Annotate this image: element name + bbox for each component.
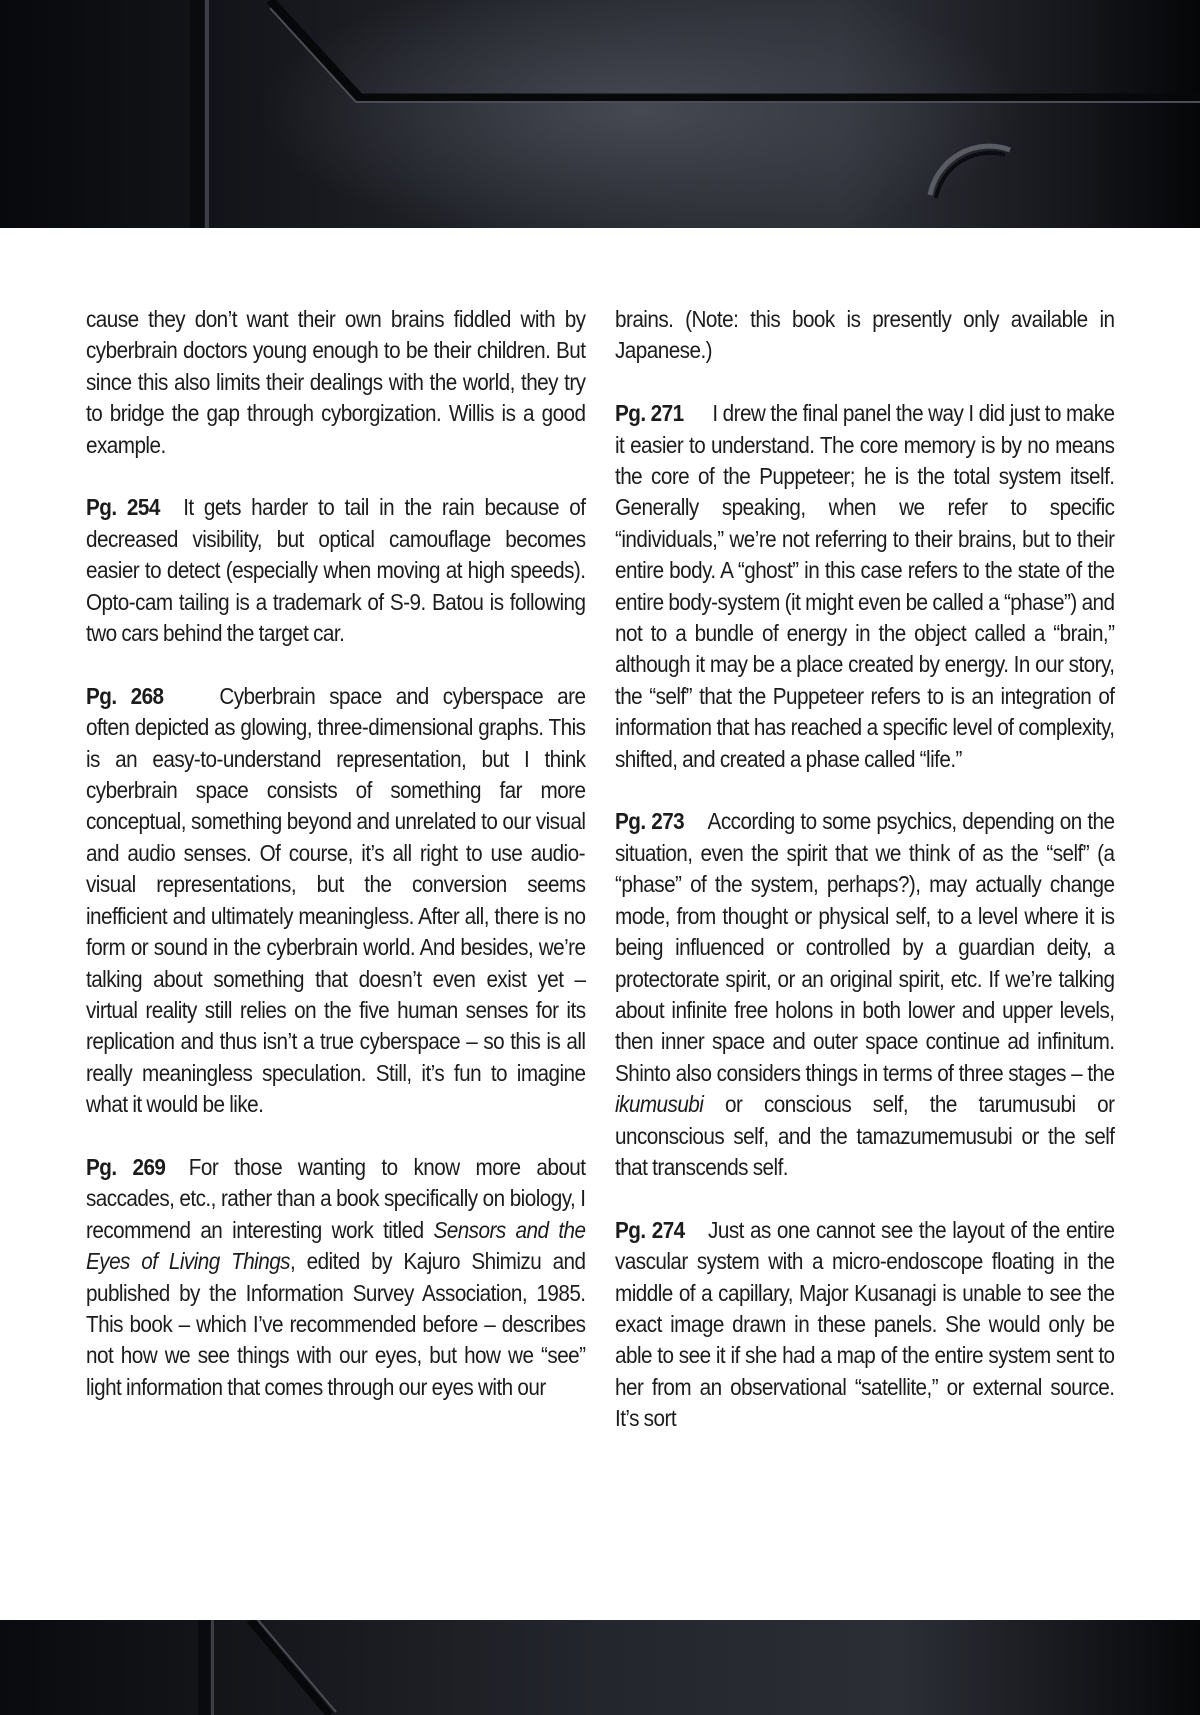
note-pg-268 <box>86 681 586 1121</box>
note-text: According to some psychics, depending on the situation, even the spirit that we think of as the “self” (a “phase” of the system, perhaps?), may actually change mode, from thought or physical self, to a level where it is being influenced or controlled by a guardian deity, a protectorate spirit, or an original spirit, etc. If we’re talking about infinite free holons in both lower and upper levels, then inner space and outer space continue ad infinitum. Shinto also considers things in terms of three stages – the <box>615 808 1115 1086</box>
note-pg-271 <box>615 398 1115 775</box>
note-text: , edited by Kajuro Shimizu and published by the Information Survey Association, 1985. This book – which I’ve recommended before – describes not how we see things with our eyes, but how we “see” light information that comes through our eyes with our <box>86 1248 586 1400</box>
note-text: It gets harder to tail in the rain because of decreased visibility, but optical camouflage becomes easier to detect (especially when moving at high speeds). Opto-cam tailing is a trademark of S-9. Batou is following two cars behind the target car. <box>86 494 586 647</box>
bottom-decorative-banner <box>0 1620 1200 1715</box>
page-reference-label: Pg. 273 <box>615 808 685 835</box>
top-decorative-banner <box>0 0 1200 228</box>
note-text: For those wanting to know more about saccades, etc., rather than a book specifically on biology, I recommend an interesting work titled <box>86 1153 586 1243</box>
page-reference-label: Pg. 268 <box>86 682 164 709</box>
note-pg-269 <box>86 1152 586 1403</box>
note-text: I drew the final panel the way I did just to make it easier to understand. The core memory is by no means the core of the Puppeteer; he is the total system itself. Generally speaking, when we refer to specific “individuals,” we’re not referring to their brains, but to their entire body. A “ghost” in this case refers to the state of the entire body-system (it might even be called a “phase”) and not to a bundle of energy in the object called a “brain,” although it may be a place created by energy. In our story, the “self” that the Puppeteer refers to is an integration of information that has reached a specific level of complexity, shifted, and created a phase called “life.” <box>615 400 1115 772</box>
note-pg-274 <box>615 1215 1115 1435</box>
metal-panel-graphic <box>0 1620 1200 1715</box>
note-pg-254 <box>86 492 586 649</box>
note-pg-273 <box>615 806 1115 1183</box>
left-text-column <box>86 304 586 1435</box>
metal-panel-graphic <box>0 0 1200 228</box>
note-text: or conscious self, the tarumusubi or unconscious self, and the tamazumemusubi or the self that transcends self. <box>615 1091 1115 1180</box>
page-reference-label: Pg. 269 <box>86 1153 166 1180</box>
page-reference-label: Pg. 274 <box>615 1216 685 1243</box>
paragraph-continuation: cause they don’t want their own brains fiddled with by cyberbrain doctors young enough to be their children. But since this also limits their dealings with the world, they try to bridge the gap through cyborgization. Willis is a good example. <box>86 306 586 458</box>
book-title: Sensors and the Eyes of Living Things <box>86 1216 586 1275</box>
right-text-column <box>615 304 1115 1466</box>
shinto-term: ikumusubi <box>615 1091 704 1118</box>
note-text: Just as one cannot see the layout of the entire vascular system with a micro-endoscope floating in the middle of a capillary, Major Kusanagi is unable to see the exact image drawn in these panels. She would only be able to see it if she had a map of the entire system sent to her from an observational “satellite,” or external source. It’s sort <box>615 1216 1115 1432</box>
page-reference-label: Pg. 271 <box>615 400 684 427</box>
page-reference-label: Pg. 254 <box>86 494 160 521</box>
paragraph-continuation: brains. (Note: this book is presently only available in Japanese.) <box>615 306 1115 364</box>
note-text: Cyberbrain space and cyberspace are often depicted as glowing, three-dimensional graphs. This is an easy-to-understand representation, but I think cyberbrain space consists of something far more conceptual, something beyond and unrelated to our visual and audio senses. Of course, it’s all right to use audiovisual representations, but the conversion seems inefficient and ultimately meaningless. After all, there is no form or sound in the cyberbrain world. And besides, we’re talking about something that doesn’t even exist yet – virtual reality still relies on the five human senses for its replication and thus isn’t a true cyberspace – so this is all really meaningless speculation. Still, it’s fun to imagine what it would be like. <box>86 682 586 1118</box>
